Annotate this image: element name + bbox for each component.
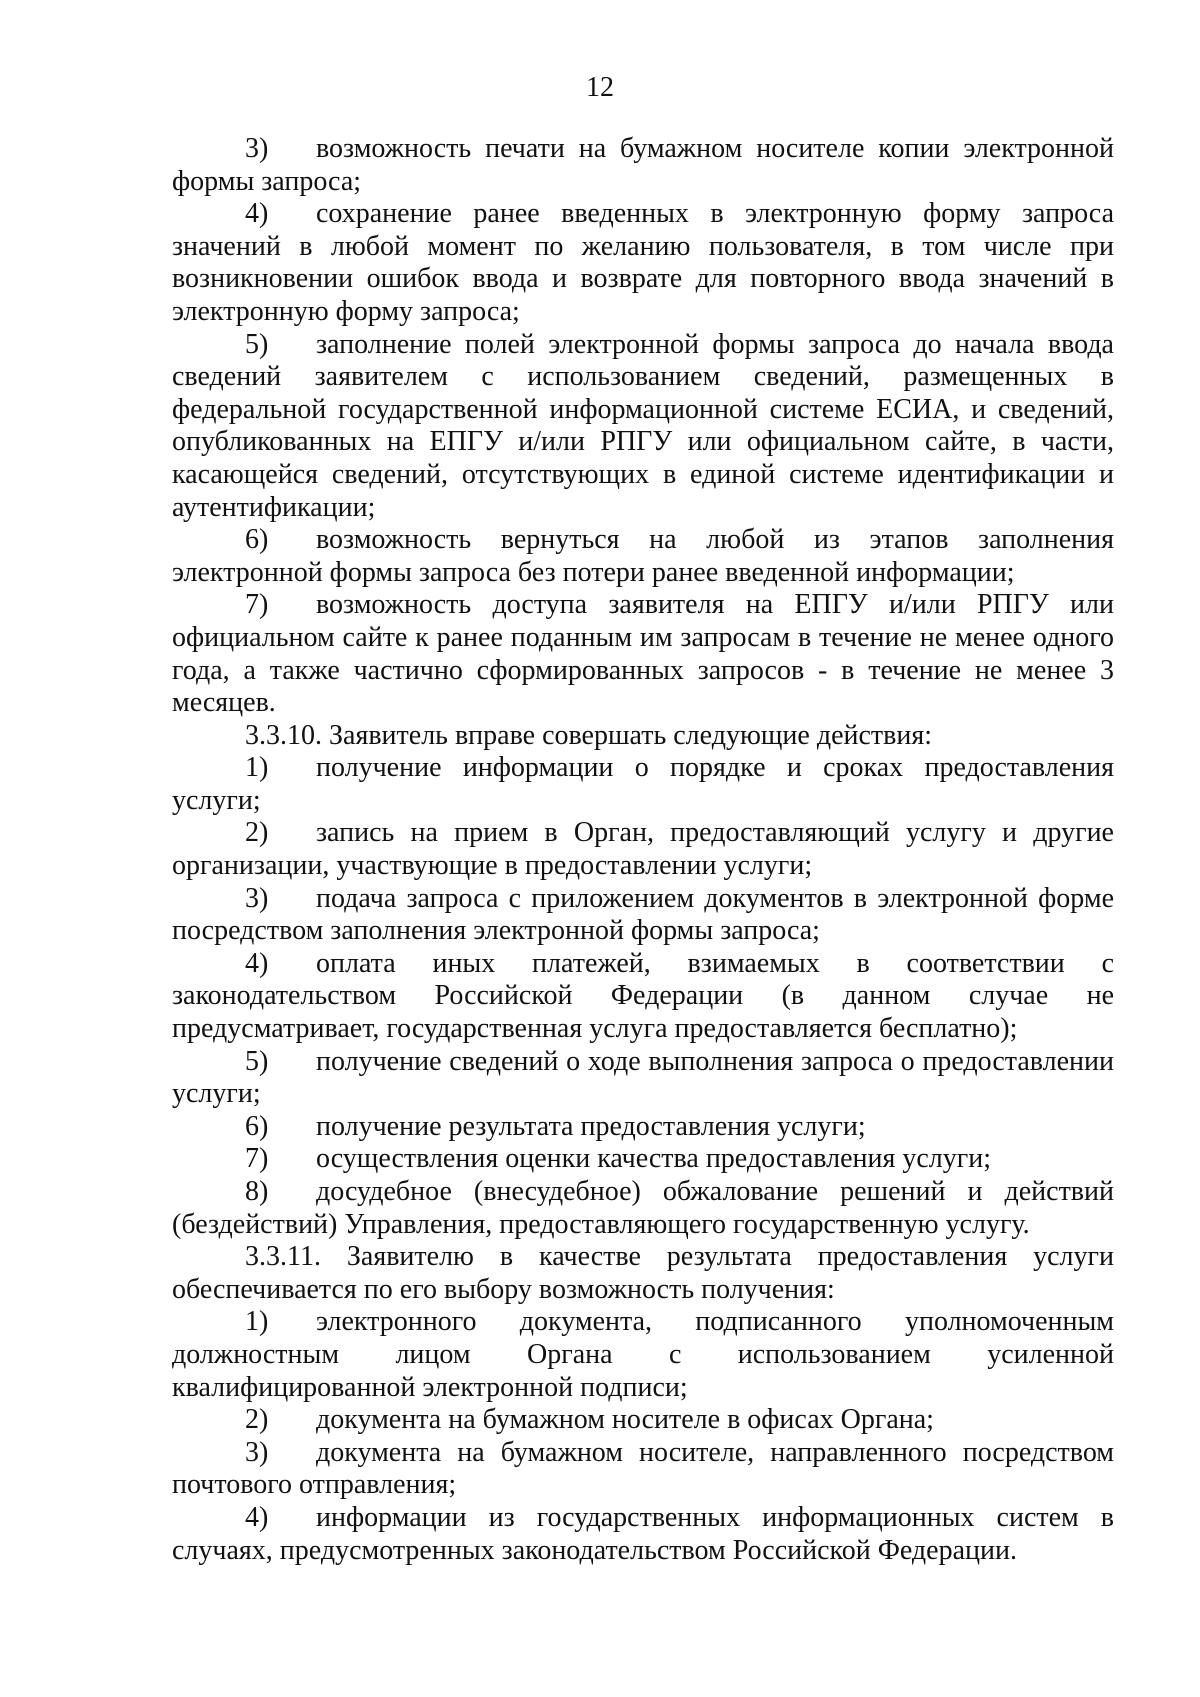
paragraph-text: электронного документа, подписанного уполномоченным должностным лицом Органа с использованием усиленной квалифицированной электронной подписи; [172, 1306, 1114, 1403]
paragraph [172, 589, 1114, 719]
list-number: 2) [245, 817, 269, 849]
paragraph-text: информации из государственных информационных систем в случаях, предусмотренных законодательством Российской Федерации. [172, 1501, 1114, 1566]
paragraph [172, 1306, 1114, 1404]
list-number: 6) [245, 524, 269, 556]
paragraph-text: получение результата предоставления услуги; [316, 1110, 866, 1142]
list-number: 7) [245, 589, 269, 621]
page-number: 12 [586, 72, 614, 103]
list-number: 4) [245, 947, 269, 979]
paragraph-text: запись на прием в Орган, предоставляющий услугу и другие организации, участвующие в предоставлении услуги; [172, 817, 1114, 882]
paragraph [172, 1046, 1114, 1111]
paragraph [172, 817, 1114, 882]
list-number: 1) [245, 1306, 269, 1338]
paragraph [172, 133, 1114, 198]
document-body [172, 133, 1114, 1567]
list-number: 4) [245, 1501, 269, 1533]
paragraph [172, 1143, 1114, 1176]
paragraph [172, 524, 1114, 589]
paragraph-text: подача запроса с приложением документов в электронной форме посредством заполнения электронной формы запроса; [172, 882, 1114, 947]
paragraph-text: 3.3.11. Заявителю в качестве результата предоставления услуги обеспечивается по его выбору возможность получения: [172, 1241, 1114, 1305]
list-number: 2) [245, 1404, 269, 1436]
section-heading-3-3-11 [172, 1241, 1114, 1306]
list-number: 3) [245, 133, 269, 164]
paragraph [172, 329, 1114, 525]
paragraph-text: получение информации о порядке и сроках предоставления услуги; [172, 752, 1114, 816]
list-number: 5) [245, 328, 269, 360]
list-number: 4) [245, 198, 269, 230]
paragraph-text: документа на бумажном носителе, направленного посредством почтового отправления; [172, 1436, 1114, 1501]
paragraph-text: досудебное (внесудебное) обжалование решений и действий (бездействий) Управления, предоставляющего государственную услугу. [172, 1176, 1114, 1240]
paragraph [172, 1404, 1114, 1437]
paragraph [172, 883, 1114, 948]
paragraph [172, 1502, 1114, 1567]
paragraph-text: получение сведений о ходе выполнения запроса о предоставлении услуги; [172, 1045, 1114, 1110]
list-number: 6) [245, 1110, 269, 1142]
paragraph-text: оплата иных платежей, взимаемых в соответствии с законодательством Российской Федерации (в данном случае не предусматривает, государственная услуга предоставляется бесплатно); [172, 947, 1114, 1045]
paragraph [172, 1176, 1114, 1241]
paragraph-text: заполнение полей электронной формы запроса до начала ввода сведений заявителем с использованием сведений, размещенных в федеральной государственной информационной системе ЕСИА, и сведений, опубликованных на ЕПГУ и/или РПГУ или официальном сайте, в части, касающейся сведений, отсутствующих в единой системе идентификации и аутентификации; [172, 328, 1114, 523]
list-number: 3) [245, 1436, 269, 1468]
paragraph-text: возможность печати на бумажном носителе копии электронной формы запроса; [172, 133, 1114, 197]
list-number: 7) [245, 1143, 269, 1175]
list-number: 5) [245, 1045, 269, 1077]
paragraph [172, 752, 1114, 817]
paragraph [172, 198, 1114, 328]
list-number: 8) [245, 1176, 269, 1207]
paragraph-text: возможность вернуться на любой из этапов заполнения электронной формы запроса без потери ранее введенной информации; [172, 524, 1114, 588]
paragraph-text: сохранение ранее введенных в электронную форму запроса значений в любой момент по желанию пользователя, в том числе при возникновении ошибок ввода и возврате для повторного ввода значений в электронную форму запроса; [172, 198, 1114, 327]
paragraph-text: документа на бумажном носителе в офисах Органа; [316, 1404, 934, 1436]
paragraph [172, 1437, 1114, 1502]
paragraph [172, 1111, 1114, 1144]
paragraph-text: возможность доступа заявителя на ЕПГУ и/или РПГУ или официальном сайте к ранее поданным им запросам в течение не менее одного года, а также частично сформированных запросов - в течение не менее 3 месяцев. [172, 589, 1114, 719]
paragraph-text: осуществления оценки качества предоставления услуги; [316, 1143, 991, 1175]
paragraph [172, 948, 1114, 1046]
list-number: 1) [245, 752, 269, 784]
list-number: 3) [245, 882, 269, 914]
section-heading-3-3-10 [172, 720, 1114, 753]
paragraph-text: 3.3.10. Заявитель вправе совершать следующие действия: [245, 719, 933, 751]
